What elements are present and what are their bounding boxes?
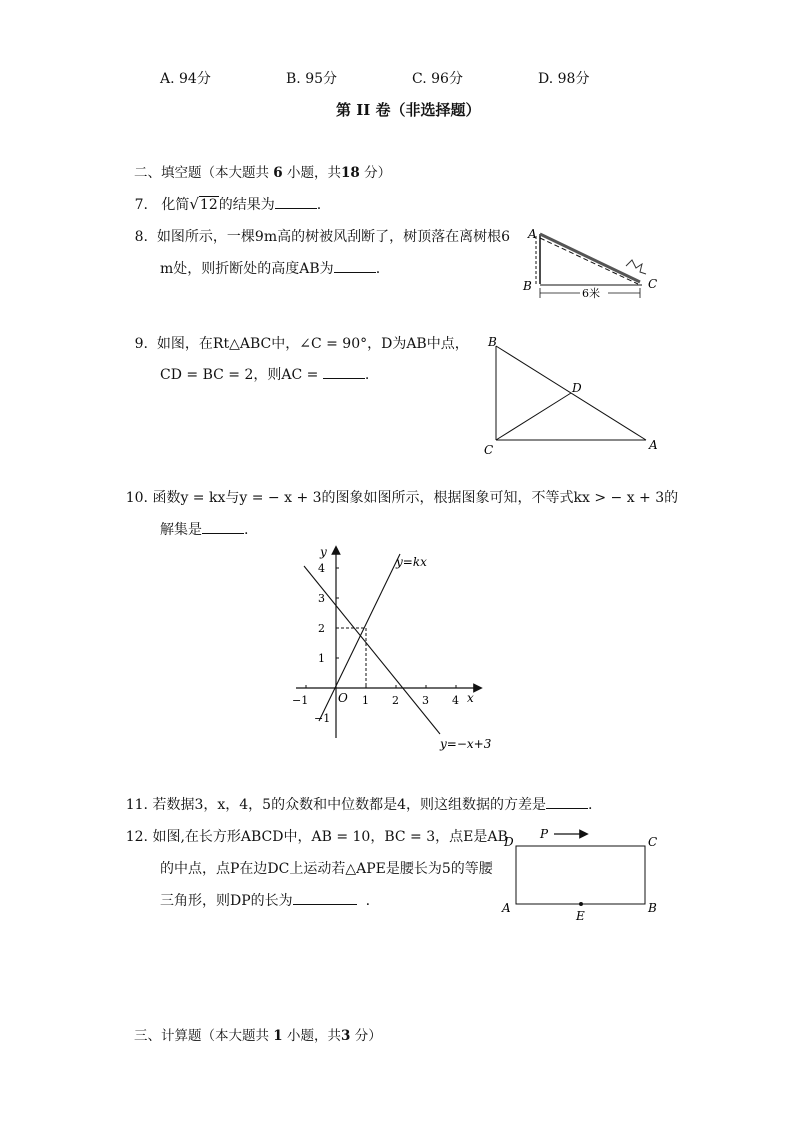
choice-c: C. 96分: [412, 71, 463, 87]
svg-text:O: O: [338, 691, 348, 705]
section-header-fill-in: 二、填空题（本大题共 6 小题，共18 分）: [134, 165, 392, 181]
label-a: A: [528, 227, 537, 241]
question-12-line3: 三角形，则DP的长为 .: [160, 893, 371, 909]
svg-text:y=kx: y=kx: [396, 555, 427, 569]
svg-text:C: C: [484, 443, 494, 457]
svg-text:D: D: [572, 381, 582, 395]
distance-label: 6米: [582, 287, 600, 300]
answer-blank[interactable]: [275, 196, 317, 209]
answer-blank[interactable]: [293, 892, 357, 905]
answer-blank[interactable]: [323, 366, 365, 379]
answer-blank[interactable]: [202, 521, 244, 534]
section-header-calculation: 三、计算题（本大题共 1 小题，共3 分）: [134, 1028, 382, 1044]
svg-text:3: 3: [318, 592, 325, 605]
svg-text:2: 2: [318, 622, 325, 635]
question-10: 10. 函数y = kx与y = − x + 3的图象如图所示，根据图象可知，不等式kx > − x + 3的: [125, 490, 679, 506]
question-12-line2: 的中点，点P在边DC上运动若△APE是腰长为5的等腰: [160, 861, 493, 877]
question-11: 11. 若数据3，x，4，5的众数和中位数都是4，则这组数据的方差是 .: [125, 797, 593, 813]
svg-text:B: B: [648, 901, 657, 915]
figure-q9-triangle: [478, 330, 668, 460]
answer-blank[interactable]: [334, 260, 376, 273]
svg-text:P: P: [540, 827, 549, 841]
question-9-line2: CD = BC = 2，则AC = .: [160, 367, 370, 383]
svg-text:A: A: [649, 438, 658, 452]
question-8: 8. 如图所示，一棵9m高的树被风刮断了，树顶落在离树根6: [134, 229, 510, 245]
question-12: 12. 如图,在长方形ABCD中，AB = 10，BC = 3，点E是AB: [125, 829, 508, 845]
choice-a: A. 94分: [160, 71, 211, 87]
svg-text:x: x: [467, 691, 474, 705]
svg-text:y: y: [320, 545, 327, 559]
svg-text:−1: −1: [292, 694, 309, 707]
svg-text:4: 4: [318, 562, 325, 575]
question-7: 7. 化简√12的结果为 .: [134, 195, 322, 213]
svg-text:−1: −1: [314, 712, 331, 725]
choice-b: B. 95分: [286, 71, 338, 87]
svg-text:D: D: [504, 835, 514, 849]
svg-text:2: 2: [392, 694, 399, 707]
label-c: C: [648, 277, 658, 291]
svg-text:3: 3: [422, 694, 429, 707]
svg-text:y=−x+3: y=−x+3: [440, 737, 492, 751]
svg-text:4: 4: [452, 694, 459, 707]
answer-blank[interactable]: [546, 796, 588, 809]
figure-q8-tree: [518, 222, 663, 302]
svg-text:A: A: [502, 901, 511, 915]
question-8-line2: m处，则折断处的高度AB为 .: [160, 261, 381, 277]
label-b: B: [523, 279, 532, 293]
question-10-line2: 解集是 .: [160, 522, 249, 538]
svg-text:E: E: [576, 909, 585, 923]
part-title: 第 II 卷（非选择题）: [336, 101, 481, 119]
svg-text:B: B: [488, 335, 497, 349]
choice-d: D. 98分: [538, 71, 590, 87]
svg-text:C: C: [648, 835, 658, 849]
figure-q10-graph: [288, 540, 508, 755]
question-9: 9. 如图，在Rt△ABC中，∠C = 90°，D为AB中点，: [134, 336, 469, 352]
figure-q12-rectangle: [496, 822, 666, 927]
svg-text:1: 1: [362, 694, 369, 707]
svg-text:1: 1: [318, 652, 325, 665]
